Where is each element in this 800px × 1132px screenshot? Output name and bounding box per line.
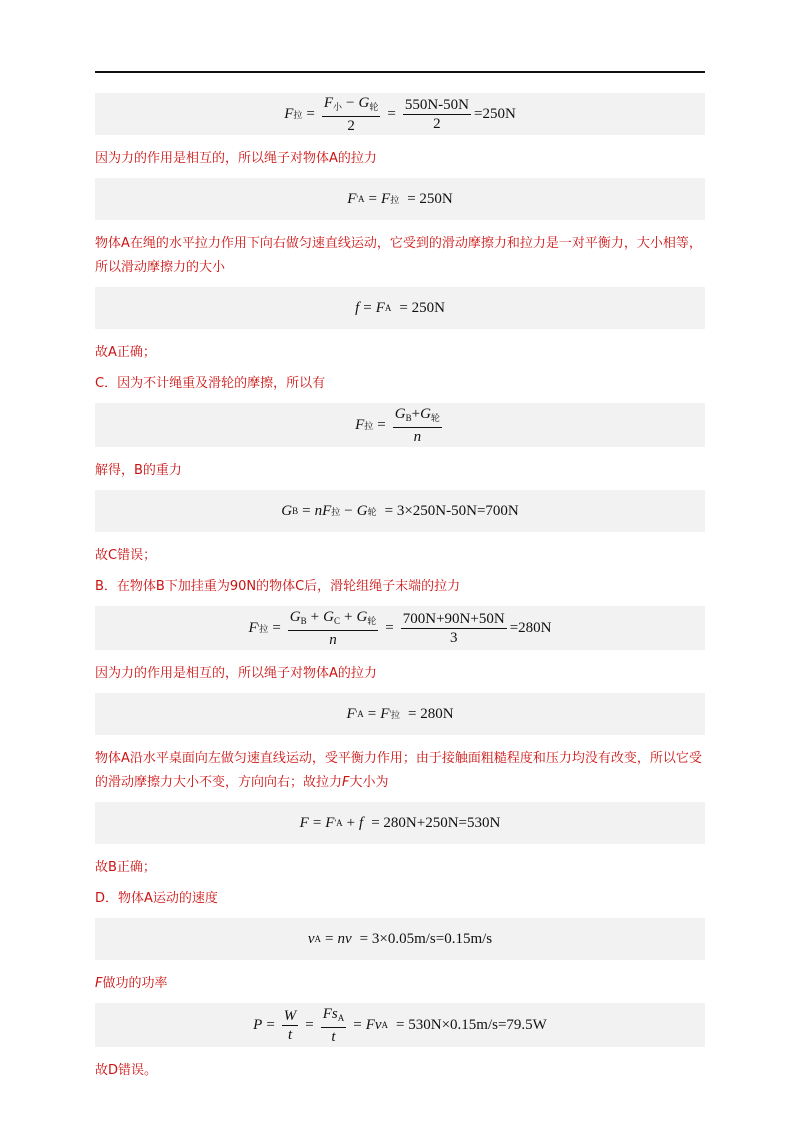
formula-symbol: F [347, 190, 357, 207]
conclusion-text: 故B正确； [95, 860, 156, 875]
formula-fraction [322, 95, 381, 134]
explanation-text: 解得，B的重力 [95, 463, 182, 478]
formula-symbol: F [299, 814, 309, 831]
formula-subscript: B [405, 412, 412, 423]
explanation-text-part: 大小为 [349, 775, 389, 790]
formula-operator: + [346, 814, 356, 831]
formula-operator: = [325, 930, 334, 947]
formula-symbol: F [325, 814, 335, 831]
formula-operator: = [368, 190, 378, 207]
formula-denominator: 2 [433, 115, 441, 132]
formula-symbol: F [284, 105, 294, 122]
explanation-text: 物体A在绳的水平拉力作用下向右做匀速直线运动，它受到的滑动摩擦力和拉力是一对平衡力，大小相等，所以滑动摩擦力的大小 [95, 236, 702, 275]
formula-new-reaction-force [95, 693, 705, 735]
formula-symbol: f [359, 814, 364, 831]
formula-operator: = [353, 1016, 362, 1033]
formula-denominator: t [331, 1028, 336, 1045]
formula-symbol: n [314, 502, 323, 519]
formula-subscript: 拉 [390, 194, 400, 205]
formula-symbol: G [356, 502, 368, 519]
formula-operator: + [310, 608, 320, 625]
formula-symbol: F [380, 705, 390, 722]
formula-superscript: ' [334, 818, 337, 828]
force-symbol: F [95, 976, 103, 991]
explanation-text: 因为力的作用是相互的，所以绳子对物体A的拉力 [95, 151, 377, 166]
formula-reaction-force [95, 178, 705, 220]
formula-symbol: G [289, 608, 301, 625]
formula-subscript: A [357, 709, 364, 719]
formula-operator: = [266, 1016, 275, 1033]
formula-result: = 3×0.05m/s=0.15m/s [359, 930, 493, 947]
formula-pull-force [95, 93, 705, 135]
formula-subscript: 拉 [364, 420, 374, 431]
solution-body [95, 93, 705, 1090]
explanation-text: 因为力的作用是相互的，所以绳子对物体A的拉力 [95, 666, 377, 681]
formula-subscript: 轮 [367, 615, 377, 626]
formula-subscript: A [381, 1020, 389, 1030]
formula-result: = 250N [399, 299, 445, 316]
formula-new-pull-force [95, 606, 705, 650]
formula-denominator: n [329, 631, 337, 648]
formula-operator: = [387, 105, 396, 122]
formula-subscript: 轮 [369, 101, 379, 112]
formula-denominator: n [413, 428, 422, 445]
formula-subscript: A [384, 303, 392, 313]
formula-fraction [288, 609, 379, 648]
formula-symbol: F [381, 190, 391, 207]
explanation-text [95, 747, 705, 795]
formula-symbol: G [394, 405, 406, 422]
formula-fraction [403, 97, 471, 132]
formula-numerator: 700N+90N+50N [402, 610, 505, 627]
formula-symbol: F [322, 502, 332, 519]
formula-result: =250N [474, 105, 516, 122]
formula-symbol: G [281, 502, 293, 519]
formula-superscript: ' [257, 623, 260, 633]
formula-power [95, 1003, 705, 1047]
formula-subscript: B [300, 615, 307, 626]
formula-weight-b [95, 490, 705, 532]
formula-operator: = [312, 814, 322, 831]
formula-result: = 250N [407, 190, 453, 207]
formula-friction [95, 287, 705, 329]
formula-numerator: W [283, 1007, 297, 1024]
formula-symbol: nv [337, 930, 352, 947]
formula-symbol: F [346, 705, 356, 722]
option-c-text: C．因为不计绳重及滑轮的摩擦，所以有 [95, 376, 326, 391]
formula-subscript: 小 [333, 101, 343, 112]
formula-symbol: Fv [365, 1016, 382, 1033]
formula-subscript: A [314, 934, 322, 944]
formula-result: =280N [509, 619, 552, 636]
formula-subscript: 轮 [430, 412, 440, 423]
formula-operator: = [306, 105, 315, 122]
formula-superscript: ' [356, 194, 359, 204]
formula-pull-general [95, 403, 705, 447]
formula-symbol: v [307, 930, 315, 947]
formula-subscript: 拉 [391, 709, 401, 720]
formula-symbol: F [355, 416, 365, 433]
formula-subscript: 拉 [293, 109, 303, 120]
formula-operator: + [343, 608, 353, 625]
formula-superscript: ' [355, 709, 358, 719]
formula-result: = 530N×0.15m/s=79.5W [396, 1016, 547, 1033]
formula-result: = 280N+250N=530N [371, 814, 501, 831]
formula-denominator: 2 [347, 117, 355, 134]
formula-symbol: G [323, 608, 334, 625]
formula-symbol: G [358, 94, 370, 111]
conclusion-text: 故C错误； [95, 548, 157, 563]
formula-symbol: P [253, 1016, 263, 1033]
formula-subscript: A [358, 194, 365, 204]
formula-operator: = [363, 299, 372, 316]
formula-operator: = [377, 416, 386, 433]
formula-fraction [321, 1006, 347, 1045]
formula-denominator: 3 [449, 629, 458, 646]
formula-numerator: 550N-50N [404, 96, 469, 113]
formula-operator: = [385, 619, 394, 636]
formula-symbol: F [375, 299, 385, 316]
formula-symbol: F [248, 619, 258, 636]
formula-operator: − [344, 502, 353, 519]
explanation-text-part: 物体A沿水平桌面向左做匀速直线运动，受平衡力作用；由于接触面粗糙程度和压力均没有改变，所以它受的滑动摩擦力大小不变，方向向右；故拉力 [95, 751, 702, 790]
formula-operator: = [302, 502, 311, 519]
formula-symbol: F [323, 94, 334, 111]
formula-fraction [393, 406, 442, 445]
formula-operator: + [411, 405, 421, 422]
formula-fraction [401, 611, 507, 646]
formula-symbol: G [420, 405, 431, 422]
conclusion-text: 故A正确； [95, 345, 156, 360]
formula-superscript: ' [389, 709, 391, 719]
formula-subscript: A [337, 1012, 345, 1023]
formula-result: = 3×250N-50N=700N [384, 502, 519, 519]
formula-operator: = [367, 705, 377, 722]
formula-subscript: 轮 [367, 506, 377, 517]
formula-subscript: A [336, 818, 343, 828]
formula-symbol: G [356, 608, 368, 625]
formula-subscript: 拉 [259, 623, 269, 634]
formula-subscript: B [292, 506, 299, 516]
formula-symbol: f [355, 299, 360, 316]
explanation-text [95, 972, 705, 996]
option-b-text: B．在物体B下加挂重为90N的物体C后，滑轮组绳子末端的拉力 [95, 579, 461, 594]
option-d-text: D．物体A运动的速度 [95, 891, 218, 906]
formula-fraction [282, 1008, 299, 1043]
header-rule [95, 71, 705, 73]
formula-operator: = [272, 619, 281, 636]
conclusion-text: 故D错误。 [95, 1063, 158, 1078]
formula-subscript: 拉 [331, 506, 341, 517]
formula-total-force [95, 802, 705, 844]
force-symbol: F [342, 775, 350, 790]
explanation-text-part: 做功的功率 [102, 976, 168, 991]
formula-result: = 280N [408, 705, 454, 722]
formula-subscript: C [333, 615, 340, 626]
formula-operator: − [346, 94, 355, 111]
formula-symbol: Fs [322, 1005, 338, 1022]
formula-operator: = [305, 1016, 314, 1033]
formula-denominator: t [287, 1026, 293, 1043]
formula-velocity [95, 918, 705, 960]
